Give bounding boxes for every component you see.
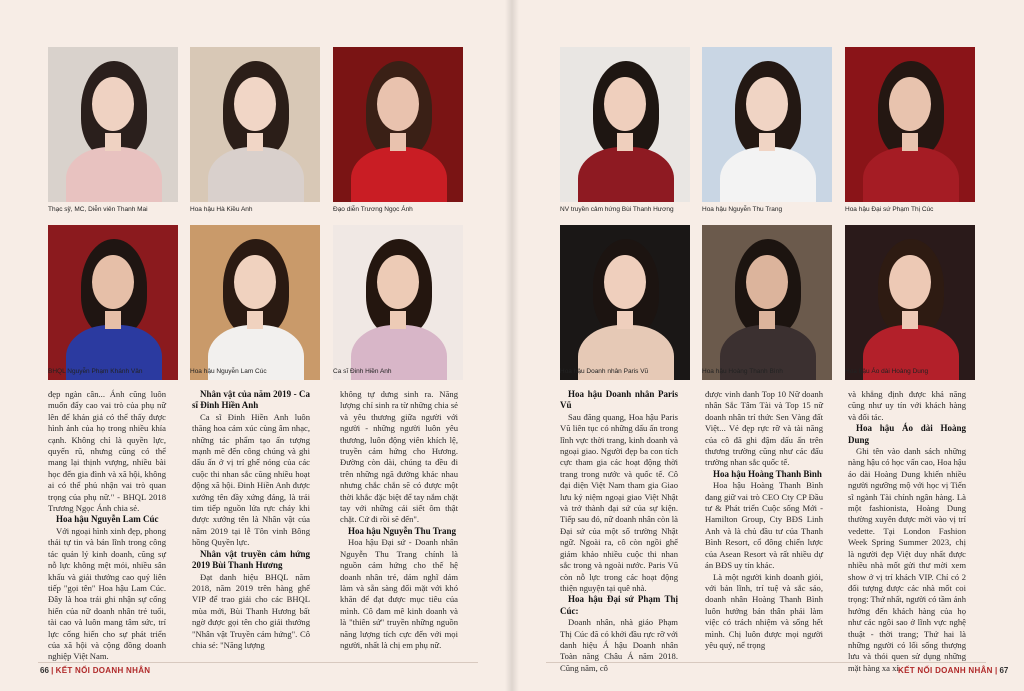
- photo-caption: BHQL Nguyễn Phạm Khánh Vân: [48, 368, 143, 375]
- photo-caption: Thạc sỹ, MC, Diễn viên Thanh Mai: [48, 206, 148, 213]
- article-column: [192, 389, 310, 651]
- portrait-photo: [560, 47, 690, 202]
- photo-caption: Hoa hậu Đại sứ Phạm Thị Cúc: [845, 206, 934, 213]
- section-heading: Hoa hậu Nguyễn Lam Cúc: [56, 514, 159, 525]
- body-paragraph: Là một người kinh doanh giỏi, với bản lĩnh, trí tuệ và sắc sảo, doanh nhân Hoàng Thanh Bình luôn hướng bản thân phải làm việc có trách nhiệm và sống hết mình. Chị luôn được mọi người yêu quý, nể trọng: [705, 571, 823, 650]
- portrait-photo: [333, 225, 463, 380]
- section-heading: Hoa hậu Doanh nhân Paris Vũ: [560, 389, 678, 411]
- left-folio: [40, 666, 150, 675]
- body-paragraph: Hoa hậu Hoàng Thanh Bình đang giữ vai trò CEO Cty CP Đầu tư & Phát triển Cuộc sống Mới - Hamilton Group, Cty BĐS Linh Anh và là chủ đầu tư của Thanh Bình Resort, cổ đông chiến lược của Asean Resort và rất nhiều dự án BĐS uy tín khác.: [705, 480, 823, 571]
- photo-caption: Hoa hậu Hà Kiều Anh: [190, 206, 253, 213]
- photo-caption: Hoa hậu Hoàng Thanh Bình: [702, 368, 783, 375]
- portrait-photo: [845, 225, 975, 380]
- photo-caption: Hoa hậu Doanh nhân Paris Vũ: [560, 368, 649, 375]
- article-column: [560, 389, 678, 674]
- section-heading: Hoa hậu Nguyễn Thu Trang: [348, 525, 457, 536]
- body-paragraph: Đạt danh hiệu BHQL năm 2018, năm 2019 trên hàng ghế VIP để trao giải cho các BHQL mùa mới, Bùi Thanh Hương bất ngờ được gọi tên cho giải thưởng "Nhân vật Truyền cảm hứng". Cô chia sẻ: "Năng lượng: [192, 571, 310, 650]
- folio-separator: |: [51, 666, 54, 675]
- body-paragraph: được vinh danh Top 10 Nữ doanh nhân Sắc Tâm Tài và Top 15 nữ doanh nhân trí thức Sen Vàng đất Việt... Vẻ đẹp rực rỡ và tài năng của cô đã ghi đậm dấu ấn trên thương trường cũng như các đấu trường nhan sắc quốc tế.: [705, 389, 823, 468]
- body-paragraph: Sau đăng quang, Hoa hậu Paris Vũ liên tục có những dấu ấn trong lĩnh vực thời trang, kinh doanh và ngoại giao. Người đẹp ba con tích cực tham gia các hoạt động thời trang trong nước và quốc tế. Cô đại diện Việt Nam tham gia Giao lưu kỷ niệm ngoại giao Việt Nhật và trở thành đại sứ của sự kiện. Tiếp sau đó, nữ doanh nhân còn là Đại sứ của một số trường Nhật ngữ. Ngoài ra, cô còn ngồi ghế giám khảo nhiều cuộc thi nhan sắc trong và ngoài nước. Paris Vũ còn nỗ lực trong các hoạt động thiện nguyện tại quê nhà.: [560, 411, 678, 593]
- portrait-photo: [190, 225, 320, 380]
- photo-caption: Ca sĩ Đinh Hiền Anh: [333, 368, 392, 375]
- article-column: [340, 389, 458, 651]
- left-footer-rule: [38, 662, 478, 663]
- photo-caption: NV truyền cảm hứng Bùi Thanh Hương: [560, 206, 674, 213]
- page-number: 66: [40, 666, 49, 675]
- magazine-name: KẾT NỐI DOANH NHÂN: [898, 666, 993, 675]
- folio-separator: |: [994, 666, 998, 675]
- body-paragraph: Doanh nhân, nhà giáo Phạm Thị Cúc đã có khởi đầu rực rỡ với danh hiệu Á hậu Doanh nhân Toàn năng Châu Á năm 2018. Cũng năm, cô: [560, 617, 678, 673]
- photo-caption: Hoa hậu Áo dài Hoàng Dung: [845, 368, 929, 375]
- article-column: [48, 389, 166, 663]
- body-paragraph: Với ngoại hình xinh đẹp, phong thái tự tin và bản lĩnh trong công tác quản lý kinh doanh, cũng sự nỗ lực không mệt mỏi, nhiều sân khấu và giải thưởng cao quý liên tiếp "gọi tên" Hoa hậu Lam Cúc. Đây là hoa trái ghi nhận sự cống hiến của nữ doanh nhân trẻ tuổi, tài cao và luôn mang tâm sức, trí lực cống hiến cho sự phát triển của xã hội và cộng đồng doanh nghiệp Việt Nam.: [48, 525, 166, 662]
- portrait-photo: [190, 47, 320, 202]
- portrait-photo: [845, 47, 975, 202]
- page-gutter: [505, 0, 519, 691]
- portrait-photo: [702, 47, 832, 202]
- portrait-photo: [702, 225, 832, 380]
- photo-caption: Hoa hậu Nguyễn Thu Trang: [702, 206, 783, 213]
- body-paragraph: đẹp ngàn cân... Ánh cũng luôn muốn đẩy cao vai trò của phụ nữ lên để khán giả có thể thấy được hình ảnh của họ trong nhiều khía cạnh. Không chỉ là quyền lực, quyến rũ, nhưng cũng có thể mang lại thịnh vượng, nhiều bài học đến gia đình và xã hội, không ai có thể phủ nhận vai trò quan trọng của phụ nữ." - BHQL 2018 Trương Ngọc Ánh chia sẻ.: [48, 389, 166, 514]
- magazine-name: KẾT NỐI DOANH NHÂN: [55, 666, 151, 675]
- section-heading: Hoa hậu Đại sứ Phạm Thị Cúc:: [560, 594, 678, 616]
- body-paragraph: không tự dưng sinh ra. Năng lượng chỉ sinh ra từ những chia sẻ và yêu thương giữa người với người - những người luôn yêu thương, luôn động viên khích lệ, truyền cảm hứng cho Hương. Đường còn dài, chúng ta đều đi trên những ngã đường khác nhau nhưng chắc chắn sẽ có được một thời khắc đặc biệt để tay nắm chặt tay với những cái siết ôm thật chặt. Cứ đi rồi sẽ đến".: [340, 389, 458, 525]
- article-column: [705, 389, 823, 651]
- body-paragraph: Ghi tên vào danh sách những nàng hậu có học vấn cao, Hoa hậu áo dài Hoàng Dung khiến nhiều người ngưỡng mộ với học vị Tiến sĩ ngành Tài chính ngân hàng. Là một fashionista, Hoàng Dung thường xuyên được mời vào vị trí vedette. Tại London Fashion Week Spring Summer 2023, chị là người đẹp Việt duy nhất được nhiều nhà mốt gửi thư mời xem show ở vị trí khách VIP. Chỉ có 2 đối tượng được các nhà mốt coi trọng: Thứ nhất, người có tầm ảnh hưởng đến khách hàng của họ như các ngôi sao ở lĩnh vực nghệ thuật - thời trang; Thứ hai là những người có lối sống thượng lưu và thói quen sử dụng những mặt hàng xa xỉ.: [848, 446, 967, 673]
- page-number: 67: [999, 666, 1009, 675]
- right-folio: [898, 666, 1008, 675]
- section-heading: Nhân vật truyền cảm hứng 2019 Bùi Thanh Hương: [192, 548, 310, 571]
- portrait-photo: [48, 47, 178, 202]
- photo-caption: Hoa hậu Nguyễn Lam Cúc: [190, 368, 267, 375]
- body-paragraph: Ca sĩ Đinh Hiền Anh luôn thăng hoa cảm xúc cùng âm nhạc, những tác phẩm tạo ấn tượng mạnh mẽ đến công chúng và ghi dấu ấn ở vị trí ghế nóng của các cuộc thi nhan sắc cũng nhiều hoạt động xã hội. Đinh Hiền Anh được xướng tên đầy xứng đáng, là trái tim tiếp nguồn lửa rực cháy khi được xướng tên là Nhân vật của năm 2019 tại lễ Tôn vinh Bông hồng Quyền lực.: [192, 411, 310, 548]
- section-heading: Nhân vật của năm 2019 - Ca sĩ Đinh Hiền Anh: [192, 389, 310, 411]
- article-column: [848, 389, 966, 674]
- right-footer-rule: [546, 662, 986, 663]
- portrait-photo: [333, 47, 463, 202]
- section-heading: Hoa hậu Áo dài Hoàng Dung: [848, 423, 966, 445]
- body-paragraph: Hoa hậu Đại sứ - Doanh nhân Nguyễn Thu Trang chính là nguồn cảm hứng cho thế hệ doanh nhân trẻ, dám nghĩ dám làm và sẵn sàng đối mặt với khó khăn để đạt được mục tiêu của mình. Cô đam mê kinh doanh và là "thiên sứ" truyền những nguồn năng lượng tích cực đến với mọi người, nhất là chị em phụ nữ.: [340, 537, 458, 650]
- portrait-photo: [48, 225, 178, 380]
- section-heading: Hoa hậu Hoàng Thanh Bình: [713, 468, 822, 479]
- photo-caption: Đạo diễn Trương Ngọc Ánh: [333, 206, 413, 213]
- portrait-photo: [560, 225, 690, 380]
- body-paragraph: và khẳng định được khả năng cũng như uy tín với khách hàng và đối tác.: [848, 389, 966, 422]
